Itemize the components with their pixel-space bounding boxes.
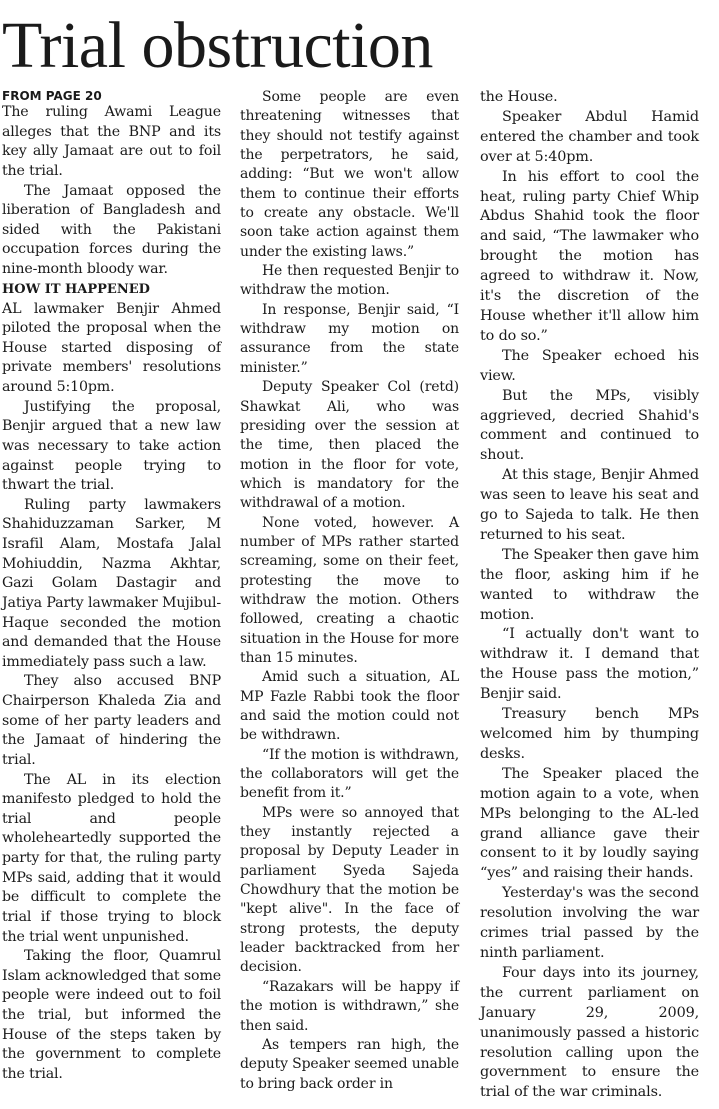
paragraph: The Speaker placed the motion again to a vote, when MPs belonging to the AL-led grand alliance gave their consent to it by loudly saying “yes” and raising their hands. xyxy=(480,765,699,882)
paragraph: But the MPs, visibly aggrieved, decried Shahid's comment and continued to shout. xyxy=(480,387,699,464)
article-column-3 xyxy=(480,88,699,1103)
paragraph: In response, Benjir said, “I withdraw my motion on assurance from the state minister.” xyxy=(240,301,459,376)
paragraph: Yesterday's was the second resolution involving the war crimes trial passed by the ninth parliament. xyxy=(480,885,699,961)
paragraph: In his effort to cool the heat, ruling party Chief Whip Abdus Shahid took the floor and said, “The lawmaker who brought the motion has agreed to withdraw it. Now, it's the discretion of the House whether it'll allow him to do so.” xyxy=(480,168,699,344)
paragraph: “Razakars will be happy if the motion is withdrawn,” she then said. xyxy=(240,978,459,1034)
paragraph: The Speaker echoed his view. xyxy=(480,347,699,384)
headline: Trial obstruction xyxy=(2,9,433,82)
paragraph: He then requested Benjir to withdraw the motion. xyxy=(240,263,459,299)
subheading: HOW IT HAPPENED xyxy=(2,281,150,297)
paragraph: The AL in its election manifesto pledged to hold the trial and people wholeheartedly supported the party for that, the ruling party MPs said, adding that it would be difficult to complete the trial if those trying to block the trial went unpunished. xyxy=(2,771,221,945)
paragraph: AL lawmaker Benjir Ahmed piloted the proposal when the House started disposing of private members' resolutions around 5:10pm. xyxy=(2,300,221,396)
article-column-2 xyxy=(240,88,459,1094)
paragraph: Ruling party lawmakers Shahiduzzaman Sarker, M Israfil Alam, Mostafa Jalal Mohiuddin, Nazma Akhtar, Gazi Golam Dastagir and Jatiya Party lawmaker Mujibul-Haque seconded the motion and demanded that the House immediately pass such a law. xyxy=(2,496,221,670)
paragraph: The Speaker then gave him the floor, asking him if he wanted to withdraw the motion. xyxy=(480,546,700,623)
paragraph: The Jamaat opposed the liberation of Bangladesh and sided with the Pakistani occupation forces during the nine-month bloody war. xyxy=(2,182,221,277)
paragraph: Four days into its journey, the current parliament on January 29, 2009, unanimously passed a historic resolution calling upon the government to ensure the trial of the war criminals. xyxy=(480,964,699,1101)
paragraph: Deputy Speaker Col (retd) Shawkat Ali, who was presiding over the session at the time, then placed the motion in the floor for vote, which is mandatory for the withdrawal of a motion. xyxy=(240,379,459,512)
paragraph: At this stage, Benjir Ahmed was seen to leave his seat and go to Sajeda to talk. He then returned to his seat. xyxy=(480,467,699,543)
paragraph: As tempers ran high, the deputy Speaker seemed unable to bring back order in xyxy=(240,1036,459,1092)
paragraph: Some people are even threatening witnesses that they should not testify against the perpetrators, he said, adding: “But we won't allow them to continue their efforts to create any obstacle. We'll soon take action against them under the existing laws.” xyxy=(240,89,459,260)
paragraph: Treasury bench MPs welcomed him by thumping desks. xyxy=(480,706,699,762)
paragraph: Amid such a situation, AL MP Fazle Rabbi took the floor and said the motion could not be withdrawn. xyxy=(240,669,459,744)
paragraph: None voted, however. A number of MPs rather started screaming, some on their feet, protesting the move to withdraw the motion. Others followed, creating a chaotic situation in the House for more than 15 minutes. xyxy=(240,514,459,666)
paragraph: Justifying the proposal, Benjir argued that a new law was necessary to take action against people trying to thwart the trial. xyxy=(2,398,221,494)
paragraph: Speaker Abdul Hamid entered the chamber and took over at 5:40pm. xyxy=(480,108,699,165)
paragraph: Taking the floor, Quamrul Islam acknowledged that some people were indeed out to foil the trial, but informed the House of the steps taken by the government to complete the trial. xyxy=(2,948,221,1082)
paragraph: They also accused BNP Chairperson Khaleda Zia and some of her party leaders and the Jamaat of hindering the trial. xyxy=(2,673,221,768)
article-column-1 xyxy=(2,88,221,1085)
paragraph: “I actually don't want to withdraw it. I demand that the House pass the motion,” Benjir said. xyxy=(480,626,699,703)
paragraph: MPs were so annoyed that they instantly rejected a proposal by Deputy Leader in parliament Syeda Sajeda Chowdhury that the motion be "kept alive". In the face of strong protests, the deputy leader backtracked from her decision. xyxy=(240,804,459,976)
paragraph: the House. xyxy=(480,89,558,105)
paragraph: “If the motion is withdrawn, the collaborators will get the benefit from it.” xyxy=(240,746,459,802)
paragraph: The ruling Awami League alleges that the BNP and its key ally Jamaat are out to foil the trial. xyxy=(2,104,221,179)
continuation-kicker: FROM PAGE 20 xyxy=(2,89,102,103)
